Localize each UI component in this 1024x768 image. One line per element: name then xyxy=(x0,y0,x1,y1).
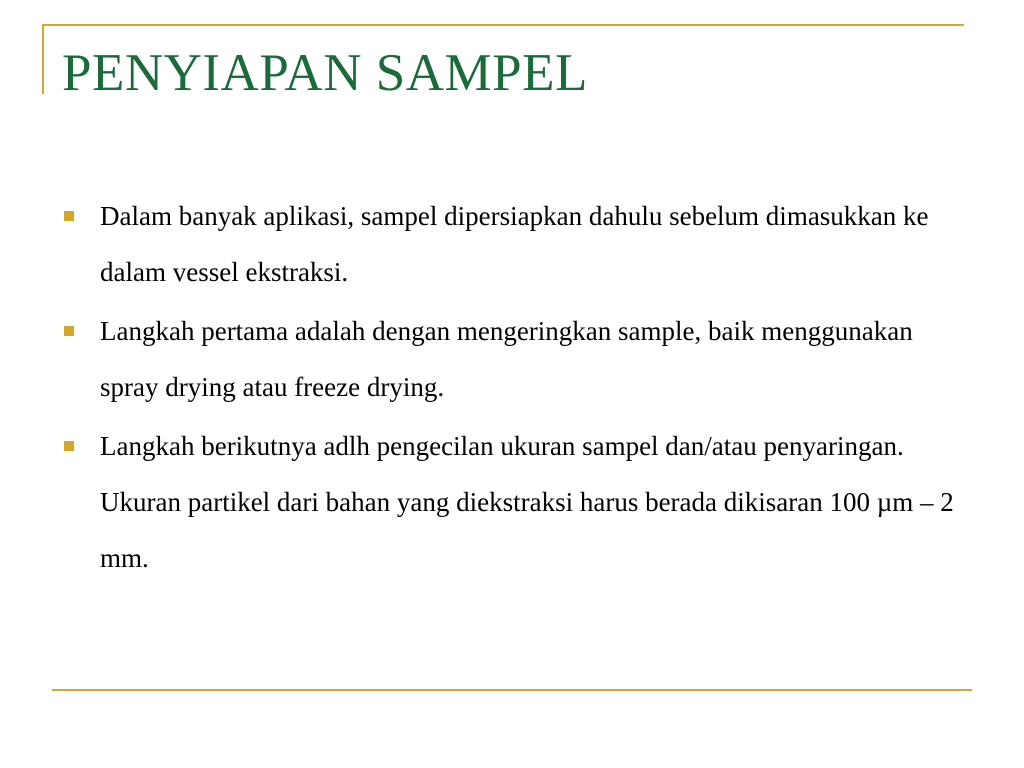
bullet-item xyxy=(62,188,962,300)
bottom-border-line xyxy=(52,689,972,691)
top-border-line xyxy=(42,24,964,26)
bullet-text: Dalam banyak aplikasi, sampel dipersiapkan dahulu sebelum dimasukkan ke dalam vessel ekstraksi. xyxy=(100,201,929,287)
square-bullet-icon xyxy=(64,441,74,451)
bullet-text: Langkah pertama adalah dengan mengeringkan sample, baik menggunakan spray drying atau freeze drying. xyxy=(100,316,913,402)
square-bullet-icon xyxy=(64,211,74,221)
bullet-item xyxy=(62,418,962,586)
bullet-item xyxy=(62,303,962,415)
square-bullet-icon xyxy=(64,326,74,336)
bullet-text: Langkah berikutnya adlh pengecilan ukuran sampel dan/atau penyaringan. Ukuran partikel dari bahan yang diekstraksi harus berada dikisaran 100 µm – 2 mm. xyxy=(100,431,954,573)
slide-title: PENYIAPAN SAMPEL xyxy=(62,44,588,102)
bullet-list xyxy=(62,188,962,589)
left-border-line xyxy=(42,24,44,94)
